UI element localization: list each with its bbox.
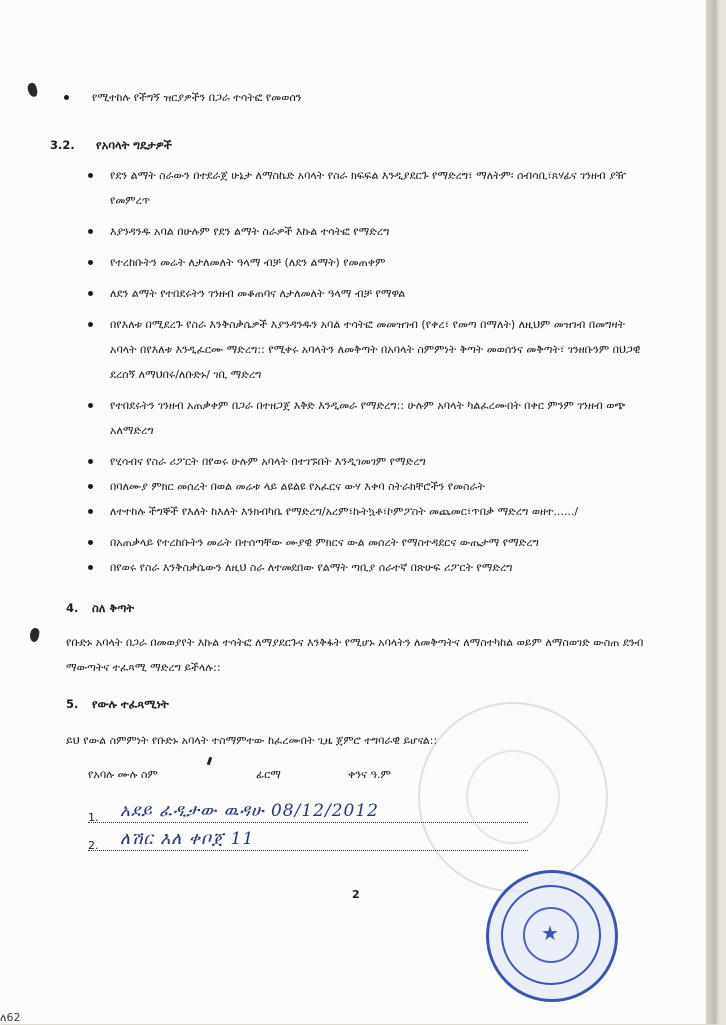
- signature-row: 1. አደይ ፈዲታው ዉዳሁ 08/12/2012: [88, 800, 528, 823]
- list-item: የተረከቡትን መሬት ለታለመለት ዓላማ ብቻ (ለደን ልማት) የመጠቀም: [88, 250, 648, 275]
- section-heading: 5. የውሉ ተፈጻሚነት: [66, 697, 169, 711]
- bullet-icon: [88, 229, 93, 234]
- top-bullet: የሚተከሉ የችግኝ ዝርያዎችን በጋራ ተሳትፎ የመወሰን: [64, 88, 684, 108]
- list-item: በአጠቃላይ የተረከቡትን መሬት በተሰጣቸው ሙያዊ ምክርና ውል መሰረት የማስተዳደርና ውጤታማ የማድረግ: [88, 530, 648, 555]
- list-item: በባለሙያ ምክር መሰረት በወል መሬቱ ላይ ልዩልዩ የአፈርና ውሃ እቀባ ስትራክቸሮችን የመስራት: [88, 474, 648, 499]
- bullet-icon: [88, 565, 93, 570]
- list-item: በየእለቱ በሚደረጉ የስራ እንቅስቃሴዎች እያንዳንዱን አባል ተሳትፎ መመዝገብ (የቀረ፣ የመጣ በማለት) ለዚህም መዝገብ በመግዛት አባላት በየእለቱ እንዲፈርሙ ማድረግ:: የሚቀሩ አባላትን ለመቅጣት በአባላት ስምምነት ቅጣት መወሰንና መቅጣት፣ ገንዘቡንም በህጋዊ ደረሰኝ ለማህበሩ/ለቡድኑ/ ገቢ ማድረግ: [88, 312, 648, 387]
- bullet-icon: [88, 540, 93, 545]
- section-heading: 4. ስለ ቅጣት: [66, 601, 135, 615]
- bullet-icon: [88, 484, 93, 489]
- column-header-signature: ፊርማ: [256, 768, 281, 781]
- official-stamp: [486, 870, 618, 1002]
- bullet-icon: [64, 95, 69, 100]
- punch-hole-mark: [26, 82, 38, 98]
- obligations-list: [88, 163, 648, 580]
- list-item: የተበደሩትን ገንዘብ አጠቃቀም በጋራ በተዘጋጀ እቅድ እንዲመራ የማድረግ:: ሁሉም አባላት ካልፈረሙበት በቀር ምንም ገንዘብ ወጭ አለማድረግ: [88, 393, 648, 443]
- list-item: ለተተከሉ ችግኞች የእለት ከእለት እንክብካቤ የማድረግ/አረም፣ኩትኳቶ፣ኮምፖስት መጨመር፣ጥበቃ ማድረግ ወዘተ....../: [88, 499, 648, 524]
- bullet-icon: [88, 459, 93, 464]
- penalty-paragraph: የቡድኑ አባላት በጋራ በመወያየት እኩል ተሳትፎ ለማያደርጉና እንቅፋት የሚሆኑ አባላትን ለመቅጣትና ለማስተካከል ወይም ለማስወገድ ውስጠ ደንብ ማውጣትና ተፈጻሚ ማድረግ ይችላሉ::: [66, 636, 644, 674]
- bullet-icon: [88, 291, 93, 296]
- list-item: በየወሩ የስራ እንቅስቃሴውን ለዚህ ስራ ለተመደበው የልማት ጣቢያ ሰራተኛ በጽሁፍ ሪፖርት የማድረግ: [88, 555, 648, 580]
- faded-stamp: [418, 702, 608, 892]
- punch-hole-mark: [29, 627, 40, 642]
- bullet-icon: [88, 509, 93, 514]
- list-item: የሂሳብና የስራ ሪፖርት በየወሩ ሁሉም አባላት በተገኙበት እንዲገመገም የማድረግ: [88, 449, 648, 474]
- star-icon: ★: [541, 921, 559, 945]
- ink-mark: [207, 757, 213, 766]
- column-header-name: የአባሉ ሙሉ ስም: [88, 768, 158, 781]
- bullet-icon: [88, 403, 93, 408]
- section-heading: 3.2. የአባላት ግዴታዎች: [50, 138, 172, 152]
- validity-sentence: ይህ የውል ስምምነት የቡድኑ አባላት ተስማምተው ከፈረሙበት ጊዜ ጀምሮ ተግባራዊ ይሆናል::: [66, 734, 438, 747]
- bullet-icon: [88, 173, 93, 178]
- signature-row: 2. ለሽር እለ ቀቦጀ 11: [88, 828, 528, 851]
- column-header-date: ቀንና ዓ.ም: [348, 768, 391, 781]
- list-item: የደን ልማት ስራውን በተደራጀ ሁኔታ ለማስኬድ አባላት የስራ ክፍፍል እንዲያደርጉ የማድረግ፣ ማለትም፡ ሰብሳቢ፣ጸሃፊና ገንዘብ ያዥ የመምረጥ: [88, 163, 648, 213]
- corner-handwriting: ለ62: [0, 1011, 21, 1024]
- bullet-icon: [88, 260, 93, 265]
- bullet-icon: [88, 322, 93, 327]
- handwritten-signature: አደይ ፈዲታው ዉዳሁ 08/12/2012: [120, 801, 379, 821]
- list-item: ለደን ልማት የተበደሩትን ገንዘብ መቆጠባና ለታለመለት ዓላማ ብቻ የማዋል: [88, 281, 648, 306]
- list-item: እያንዳንዱ አባል በሁሉም የደን ልማት ስራዎች እኩል ተሳትፎ የማድረግ: [88, 219, 648, 244]
- page-number: 2: [352, 888, 360, 901]
- page-edge-shadow: [706, 0, 716, 1024]
- handwritten-signature: ለሽር እለ ቀቦጀ 11: [120, 829, 255, 849]
